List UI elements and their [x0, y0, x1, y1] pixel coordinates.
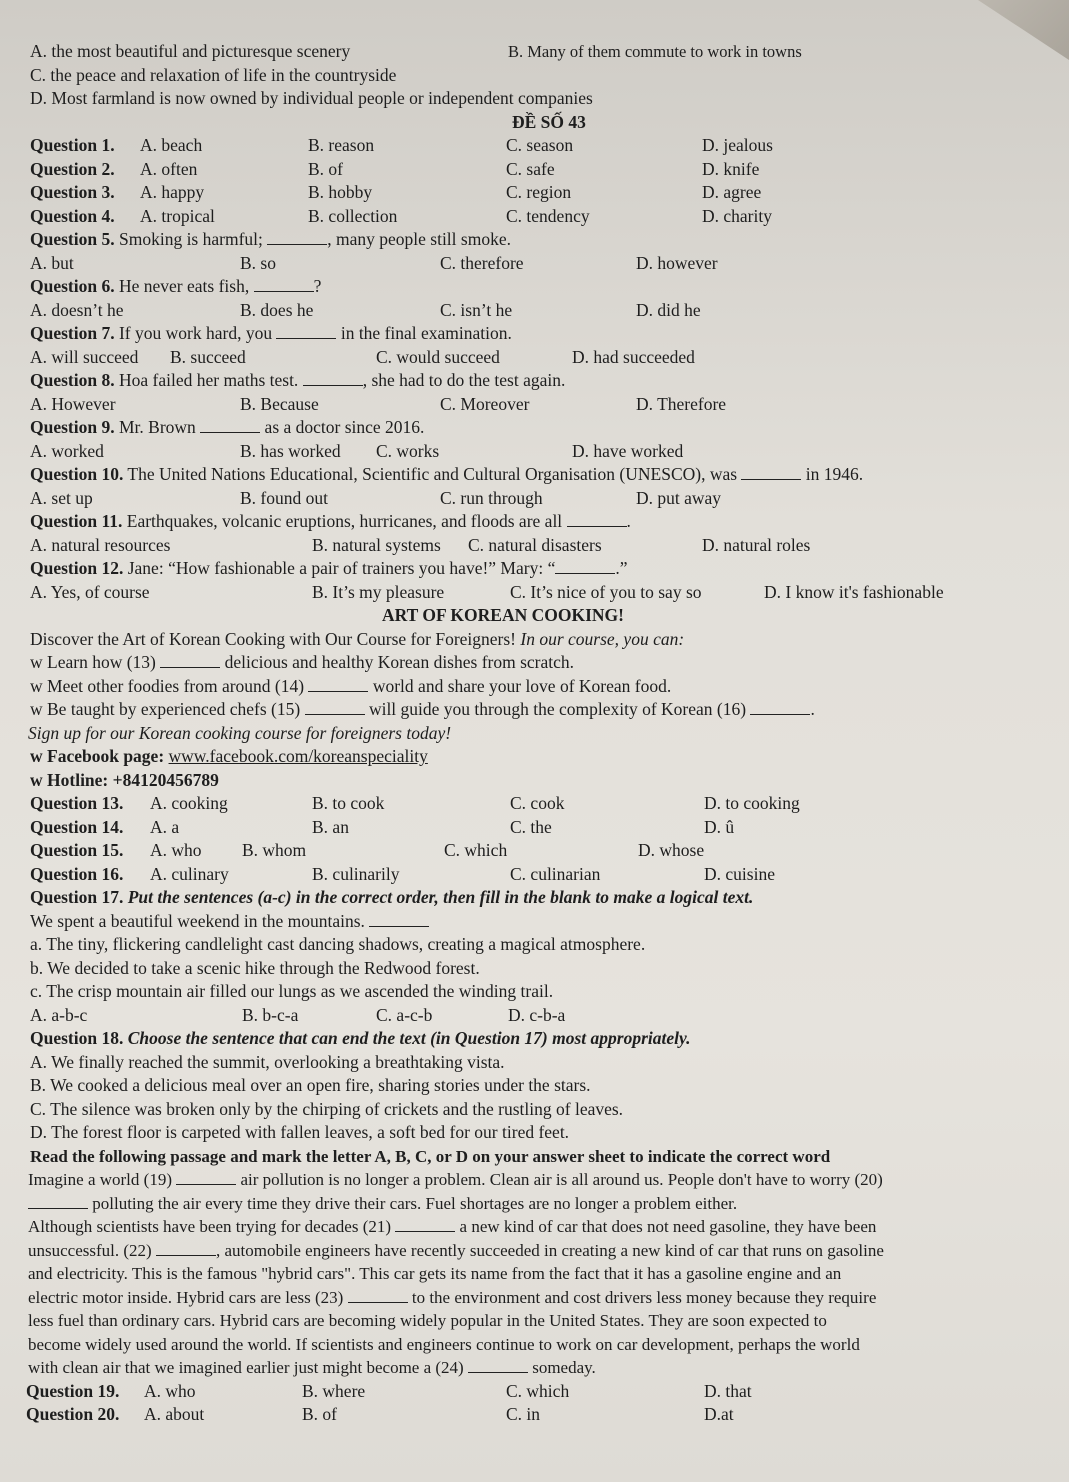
prev-option-a: A. the most beautiful and picturesque scenery — [30, 41, 351, 61]
option-c: C. tendency — [506, 205, 590, 226]
option-d: D. natural roles — [702, 534, 811, 555]
question-19 — [26, 1380, 1060, 1404]
korean-signup-row — [30, 722, 1060, 746]
question-5 — [30, 228, 1060, 252]
question-label: Question 4. — [30, 205, 115, 226]
option-b: B. has worked — [240, 440, 341, 461]
question-stem: Jane: “How fashionable a pair of trainers you have!” Mary: “ — [127, 558, 556, 578]
option-a: A. about — [144, 1404, 205, 1424]
question-label: Question 14. — [30, 816, 124, 837]
option-c: C. works — [376, 440, 440, 461]
option-c: C. in — [506, 1404, 541, 1424]
passage-instruction-row — [30, 1145, 1060, 1169]
passage-text: become widely used around the world. If scientists and engineers continue to work on car development, perhaps the world — [28, 1334, 860, 1354]
korean-intro-italic: In our course, you can: — [520, 628, 685, 649]
exam-heading: ĐỀ SỐ 43 — [512, 111, 586, 132]
question-stem: Hoa failed her maths test. — [118, 370, 299, 390]
passage-text: with clean air that we imagined earlier just might become a (24) — [28, 1358, 464, 1377]
question-stem: The United Nations Educational, Scientific and Cultural Organisation (UNESCO), was — [127, 464, 738, 484]
question-stem: Mr. Brown — [118, 417, 196, 437]
prev-option-d: D. Most farmland is now owned by individual people or independent companies — [30, 88, 593, 108]
option-a: A. set up — [30, 487, 93, 508]
question-4 — [30, 205, 1060, 229]
question-label: Question 3. — [30, 182, 115, 202]
question-7-options — [30, 346, 1060, 370]
korean-line-text-end: world and share your love of Korean food. — [372, 675, 672, 696]
korean-line-text-mid: will guide you through the complexity of Korean (16) — [368, 699, 747, 719]
question-label: Question 20. — [26, 1404, 120, 1424]
question-17-sentence-c — [30, 980, 1060, 1004]
question-12 — [30, 557, 1060, 581]
passage-line-8 — [30, 1333, 1060, 1357]
question-stem: Put the sentences (a-c) in the correct order, then fill in the blank to make a logical text. — [127, 887, 754, 907]
option-c: C. which — [444, 840, 508, 860]
option-b: B. succeed — [170, 346, 246, 367]
passage-text: Although scientists have been trying for decades (21) — [28, 1217, 392, 1236]
answer-blank — [28, 1194, 88, 1209]
option-b: B. We cooked a delicious meal over an open fire, sharing stories under the stars. — [30, 1075, 591, 1095]
option-b: B. so — [240, 252, 276, 273]
option-c: C. the — [510, 816, 552, 837]
question-label: Question 10. — [30, 464, 124, 484]
question-18-option-b — [30, 1074, 1060, 1098]
answer-blank — [267, 230, 327, 245]
answer-blank — [308, 677, 368, 692]
option-b: B. collection — [308, 205, 398, 226]
question-stem-end: .” — [615, 558, 628, 578]
passage-instruction: Read the following passage and mark the letter A, B, C, or D on your answer sheet to indicate the correct word — [30, 1146, 831, 1166]
passage-text: someday. — [532, 1358, 596, 1377]
option-c: C. natural disasters — [468, 534, 602, 555]
option-d: D. had succeeded — [572, 346, 695, 367]
question-1 — [30, 134, 1060, 158]
question-18 — [30, 1027, 1060, 1051]
passage-text: and electricity. This is the famous "hybrid cars". This car gets its name from the fact that it has a gasoline engine and an — [28, 1264, 842, 1283]
prev-options-row-1 — [30, 40, 1060, 64]
passage-text: a new kind of car that does not need gasoline, they have been — [459, 1217, 877, 1236]
question-7 — [30, 322, 1060, 346]
option-a: A. will succeed — [30, 346, 139, 367]
korean-line-text: w Learn how (13) — [30, 652, 156, 672]
question-stem: Smoking is harmful; — [118, 229, 263, 249]
option-c: C. It’s nice of you to say so — [510, 581, 702, 602]
option-b: B. found out — [240, 487, 328, 508]
question-13 — [30, 792, 1060, 816]
option-b: B. natural systems — [312, 534, 441, 555]
question-label: Question 1. — [30, 135, 115, 155]
option-d: D. have worked — [572, 440, 684, 461]
passage-line-4 — [30, 1239, 1060, 1263]
question-6 — [30, 275, 1060, 299]
passage-line-2 — [30, 1192, 1060, 1216]
option-d: D.at — [704, 1404, 734, 1424]
option-a: A. often — [140, 158, 198, 179]
answer-blank — [303, 371, 363, 386]
korean-line-text: w Meet other foodies from around (14) — [30, 675, 305, 696]
option-a: A. culinary — [150, 863, 229, 884]
answer-blank — [741, 465, 801, 480]
hotline: w Hotline: +84120456789 — [30, 769, 219, 790]
option-a: A. a — [150, 816, 180, 837]
korean-facebook-row — [30, 745, 1060, 769]
option-d: D. whose — [638, 840, 705, 860]
question-3 — [30, 181, 1060, 205]
option-c: C. safe — [506, 158, 555, 179]
question-label: Question 11. — [30, 511, 123, 531]
passage-line-1 — [30, 1168, 1060, 1192]
option-d: D. that — [704, 1380, 752, 1401]
option-c: C. a-c-b — [376, 1004, 433, 1025]
passage-text: air pollution is no longer a problem. Clean air is all around us. People don't have to worry (20) — [240, 1170, 883, 1189]
lead-sentence: We spent a beautiful weekend in the mountains. — [30, 910, 365, 931]
option-d: D. jealous — [702, 135, 773, 155]
question-18-option-d — [30, 1121, 1060, 1145]
answer-blank — [369, 912, 429, 927]
option-c: C. isn’t he — [440, 299, 513, 320]
option-a: A. Yes, of course — [30, 581, 150, 602]
answer-blank — [348, 1288, 408, 1303]
question-stem-end: as a doctor since 2016. — [264, 417, 425, 437]
option-c: C. culinarian — [510, 863, 601, 884]
answer-blank — [160, 653, 220, 668]
exam-heading-row — [30, 111, 1060, 135]
option-b: B. reason — [308, 135, 375, 155]
question-17-sentence-a — [30, 933, 1060, 957]
passage-line-5 — [30, 1262, 1060, 1286]
option-c: C. cook — [510, 793, 565, 813]
option-b: B. where — [302, 1380, 366, 1401]
facebook-label: w Facebook page: — [30, 746, 165, 766]
option-b: B. whom — [242, 840, 307, 860]
question-18-option-c — [30, 1098, 1060, 1122]
answer-blank — [750, 700, 810, 715]
facebook-link[interactable]: www.facebook.com/koreanspeciality — [168, 746, 428, 766]
korean-line-text-end: delicious and healthy Korean dishes from scratch. — [224, 652, 575, 672]
prev-options-row-3 — [30, 87, 1060, 111]
question-8-options — [30, 393, 1060, 417]
question-11-options — [30, 534, 1060, 558]
option-c: C. The silence was broken only by the chirping of crickets and the rustling of leaves. — [30, 1098, 624, 1119]
answer-blank — [156, 1241, 216, 1256]
question-stem-end: , many people still smoke. — [327, 229, 511, 249]
question-label: Question 12. — [30, 558, 124, 578]
option-a: A. cooking — [150, 793, 228, 813]
question-stem: He never eats fish, — [118, 276, 250, 296]
question-stem-end: in the final examination. — [340, 323, 512, 343]
option-a: A. tropical — [140, 205, 215, 226]
passage-text: polluting the air every time they drive their cars. Fuel shortages are no longer a problem either. — [92, 1193, 738, 1213]
korean-intro-row — [30, 628, 1060, 652]
korean-line-14 — [30, 675, 1060, 699]
question-2 — [30, 158, 1060, 182]
question-label: Question 18. — [30, 1028, 124, 1048]
passage-text: unsuccessful. (22) — [28, 1240, 152, 1260]
question-label: Question 15. — [30, 840, 124, 860]
sentence-b: b. We decided to take a scenic hike through the Redwood forest. — [30, 957, 480, 978]
question-15 — [30, 839, 1060, 863]
option-b: B. Because — [240, 393, 319, 414]
question-6-options — [30, 299, 1060, 323]
option-d: D. The forest floor is carpeted with fallen leaves, a soft bed for our tired feet. — [30, 1122, 570, 1142]
option-a: A. a-b-c — [30, 1004, 88, 1025]
question-stem-end: ? — [313, 276, 322, 296]
question-20 — [26, 1403, 1060, 1427]
question-17-sentence-b — [30, 957, 1060, 981]
option-d: D. û — [704, 816, 735, 837]
passage-line-3 — [30, 1215, 1060, 1239]
sentence-c: c. The crisp mountain air filled our lungs as we ascended the winding trail. — [30, 981, 554, 1001]
option-b: B. b-c-a — [242, 1004, 299, 1025]
question-8 — [30, 369, 1060, 393]
question-12-options — [30, 581, 1060, 605]
option-d: D. Therefore — [636, 393, 727, 414]
option-d: D. did he — [636, 299, 701, 320]
question-stem: Earthquakes, volcanic eruptions, hurricanes, and floods are all — [126, 511, 563, 531]
question-label: Question 17. — [30, 887, 124, 907]
question-11 — [30, 510, 1060, 534]
question-17-lead — [30, 910, 1060, 934]
option-d: D. put away — [636, 487, 722, 508]
answer-blank — [395, 1217, 455, 1232]
korean-signup: Sign up for our Korean cooking course for foreigners today! — [28, 722, 452, 743]
question-label: Question 13. — [30, 793, 124, 813]
question-10 — [30, 463, 1060, 487]
korean-line-15 — [30, 698, 1060, 722]
option-a: A. However — [30, 393, 116, 414]
korean-title: ART OF KOREAN COOKING! — [382, 605, 624, 625]
option-c: C. which — [506, 1380, 570, 1401]
korean-intro: Discover the Art of Korean Cooking with Our Course for Foreigners! — [30, 628, 517, 649]
korean-title-row — [30, 604, 1060, 628]
question-5-options — [30, 252, 1060, 276]
answer-blank — [254, 277, 314, 292]
answer-blank — [200, 418, 260, 433]
question-label: Question 8. — [30, 370, 115, 390]
option-a: A. worked — [30, 440, 104, 461]
option-d: D. cuisine — [704, 863, 775, 884]
option-d: D. knife — [702, 158, 760, 179]
option-d: D. to cooking — [704, 793, 800, 813]
prev-option-b: B. Many of them commute to work in towns — [508, 42, 802, 61]
exam-content — [26, 40, 1060, 1427]
passage-line-7 — [30, 1309, 1060, 1333]
answer-blank — [468, 1358, 528, 1373]
question-stem-end: , she had to do the test again. — [362, 370, 566, 390]
question-label: Question 2. — [30, 158, 115, 179]
question-label: Question 16. — [30, 863, 124, 884]
prev-option-c: C. the peace and relaxation of life in the countryside — [30, 64, 397, 85]
sentence-a: a. The tiny, flickering candlelight cast dancing shadows, creating a magical atmosphere. — [30, 934, 646, 954]
korean-line-text: w Be taught by experienced chefs (15) — [30, 699, 301, 719]
option-b: B. of — [302, 1404, 337, 1424]
question-16 — [30, 863, 1060, 887]
option-d: D. however — [636, 252, 718, 273]
option-a: A. who — [144, 1380, 196, 1401]
question-17-options — [30, 1004, 1060, 1028]
option-d: D. charity — [702, 205, 772, 226]
option-a: A. We finally reached the summit, overlooking a breathtaking vista. — [30, 1051, 505, 1072]
question-9 — [30, 416, 1060, 440]
question-label: Question 9. — [30, 417, 115, 437]
passage-line-9 — [30, 1356, 1060, 1380]
passage-text: Imagine a world (19) — [28, 1170, 172, 1189]
answer-blank — [555, 559, 615, 574]
option-c: C. region — [506, 182, 572, 202]
question-label: Question 7. — [30, 323, 115, 343]
option-d: D. c-b-a — [508, 1004, 566, 1025]
answer-blank — [305, 700, 365, 715]
prev-options-row-2 — [30, 64, 1060, 88]
option-a: A. who — [150, 840, 202, 860]
passage-text: less fuel than ordinary cars. Hybrid cars are becoming widely popular in the United States. They are soon expected to — [28, 1311, 827, 1330]
question-label: Question 6. — [30, 276, 115, 296]
option-a: A. happy — [140, 182, 205, 202]
option-d: D. I know it's fashionable — [764, 581, 944, 602]
option-c: C. therefore — [440, 252, 524, 273]
option-c: C. would succeed — [376, 346, 500, 367]
answer-blank — [276, 324, 336, 339]
answer-blank — [176, 1170, 236, 1185]
question-stem: If you work hard, you — [118, 323, 273, 343]
question-stem: Choose the sentence that can end the text (in Question 17) most appropriately. — [127, 1028, 691, 1048]
question-label: Question 19. — [26, 1380, 120, 1401]
question-14 — [30, 816, 1060, 840]
passage-line-6 — [30, 1286, 1060, 1310]
question-stem-end: in 1946. — [805, 464, 864, 484]
option-c: C. run through — [440, 487, 543, 508]
option-b: B. It’s my pleasure — [312, 581, 445, 602]
option-b: B. to cook — [312, 793, 385, 813]
option-b: B. does he — [240, 299, 314, 320]
option-b: B. hobby — [308, 182, 373, 202]
answer-blank — [567, 512, 627, 527]
korean-hotline-row — [30, 769, 1060, 793]
option-d: D. agree — [702, 182, 762, 202]
option-c: C. Moreover — [440, 393, 530, 414]
question-10-options — [30, 487, 1060, 511]
passage-text: , automobile engineers have recently succeeded in creating a new kind of car that runs on gasoline — [215, 1240, 884, 1260]
question-18-option-a — [30, 1051, 1060, 1075]
korean-line-text-end: . — [810, 699, 815, 719]
question-9-options — [30, 440, 1060, 464]
question-label: Question 5. — [30, 229, 115, 249]
question-stem-end: . — [626, 511, 631, 531]
option-b: B. an — [312, 816, 349, 837]
korean-line-13 — [30, 651, 1060, 675]
option-a: A. but — [30, 252, 74, 273]
option-a: A. beach — [140, 135, 203, 155]
passage-text: electric motor inside. Hybrid cars are less (23) — [28, 1287, 344, 1307]
option-c: C. season — [506, 135, 574, 155]
passage-text: to the environment and cost drivers less money because they require — [411, 1287, 877, 1307]
option-a: A. natural resources — [30, 534, 171, 555]
option-b: B. culinarily — [312, 863, 400, 884]
option-b: B. of — [308, 158, 343, 179]
question-17 — [30, 886, 1060, 910]
option-a: A. doesn’t he — [30, 299, 124, 320]
